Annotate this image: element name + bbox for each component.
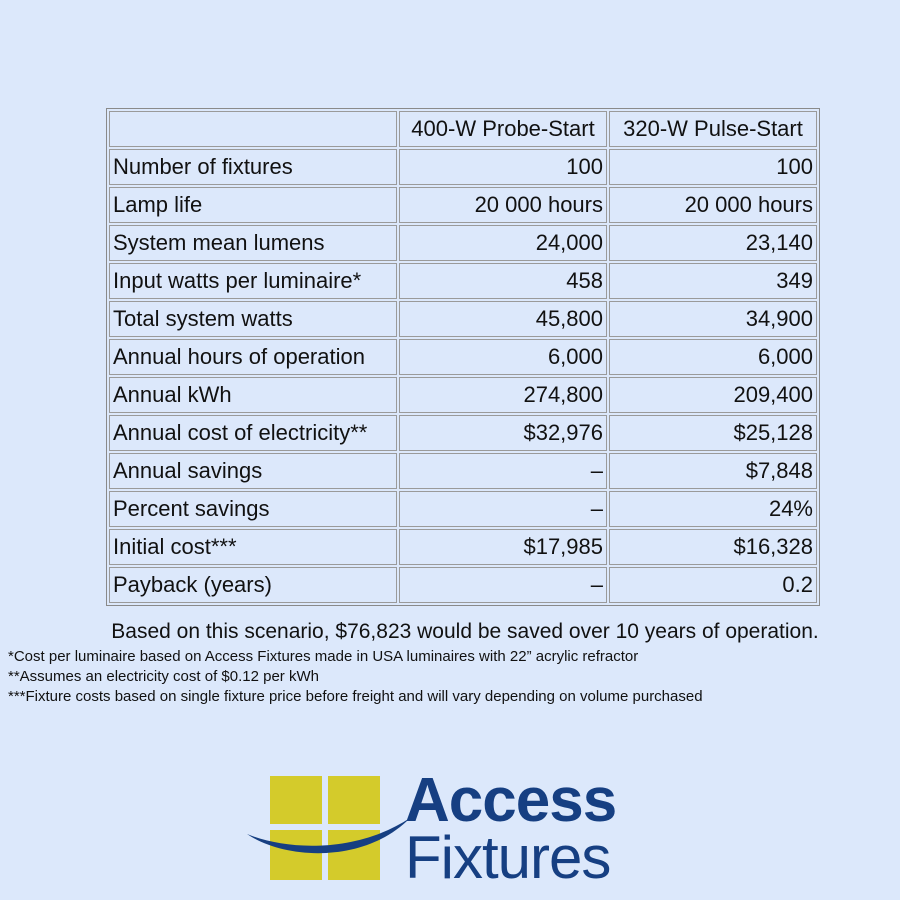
logo-text-fixtures: Fixtures <box>405 824 611 891</box>
logo-square-bottom-left <box>270 830 322 880</box>
row-label: Percent savings <box>109 491 397 527</box>
pulse-start-value: $25,128 <box>609 415 817 451</box>
table-row <box>109 567 817 603</box>
pulse-start-value: $16,328 <box>609 529 817 565</box>
row-label: Annual cost of electricity** <box>109 415 397 451</box>
table-row <box>109 301 817 337</box>
logo-square-top-left <box>270 776 322 824</box>
table-row <box>109 339 817 375</box>
logo-text-access: Access <box>405 766 617 835</box>
probe-start-value: 6,000 <box>399 339 607 375</box>
row-label: Input watts per luminaire* <box>109 263 397 299</box>
header-cell-pulse-start: 320-W Pulse-Start <box>609 111 817 147</box>
probe-start-value: $32,976 <box>399 415 607 451</box>
probe-start-value: 24,000 <box>399 225 607 261</box>
probe-start-value: 458 <box>399 263 607 299</box>
row-label: Annual kWh <box>109 377 397 413</box>
footnotes <box>8 647 703 707</box>
row-label: Lamp life <box>109 187 397 223</box>
table-row <box>109 491 817 527</box>
pulse-start-value: 24% <box>609 491 817 527</box>
table-row <box>109 149 817 185</box>
pulse-start-value: $7,848 <box>609 453 817 489</box>
pulse-start-value: 23,140 <box>609 225 817 261</box>
probe-start-value: 274,800 <box>399 377 607 413</box>
probe-start-value: 100 <box>399 149 607 185</box>
probe-start-value: – <box>399 567 607 603</box>
table-row <box>109 225 817 261</box>
row-label: Annual hours of operation <box>109 339 397 375</box>
pulse-start-value: 209,400 <box>609 377 817 413</box>
footnote-fixture-costs: ***Fixture costs based on single fixture price before freight and will vary depending on volume purchased <box>8 688 703 705</box>
row-label: Total system watts <box>109 301 397 337</box>
probe-start-value: – <box>399 491 607 527</box>
logo-square-top-right <box>328 776 380 824</box>
pulse-start-value: 349 <box>609 263 817 299</box>
row-label: Initial cost*** <box>109 529 397 565</box>
row-label: Payback (years) <box>109 567 397 603</box>
row-label: System mean lumens <box>109 225 397 261</box>
table-header-row <box>109 111 817 147</box>
row-label: Annual savings <box>109 453 397 489</box>
header-cell-probe-start: 400-W Probe-Start <box>399 111 607 147</box>
probe-start-value: 20 000 hours <box>399 187 607 223</box>
row-label: Number of fixtures <box>109 149 397 185</box>
savings-summary: Based on this scenario, $76,823 would be saved over 10 years of operation. <box>111 620 819 643</box>
probe-start-value: – <box>399 453 607 489</box>
pulse-start-value: 0.2 <box>609 567 817 603</box>
probe-start-value: 45,800 <box>399 301 607 337</box>
pulse-start-value: 34,900 <box>609 301 817 337</box>
probe-start-value: $17,985 <box>399 529 607 565</box>
table-row <box>109 263 817 299</box>
table-row <box>109 377 817 413</box>
pulse-start-value: 20 000 hours <box>609 187 817 223</box>
footnote-cost-per-luminaire: *Cost per luminaire based on Access Fixtures made in USA luminaires with 22” acrylic refractor <box>8 648 639 665</box>
pulse-start-value: 100 <box>609 149 817 185</box>
table-row <box>109 529 817 565</box>
table-row <box>109 453 817 489</box>
header-cell-blank <box>109 111 397 147</box>
table-row <box>109 415 817 451</box>
pulse-start-value: 6,000 <box>609 339 817 375</box>
footnote-electricity-cost: **Assumes an electricity cost of $0.12 per kWh <box>8 668 319 685</box>
comparison-table <box>106 108 820 606</box>
table-row <box>109 187 817 223</box>
